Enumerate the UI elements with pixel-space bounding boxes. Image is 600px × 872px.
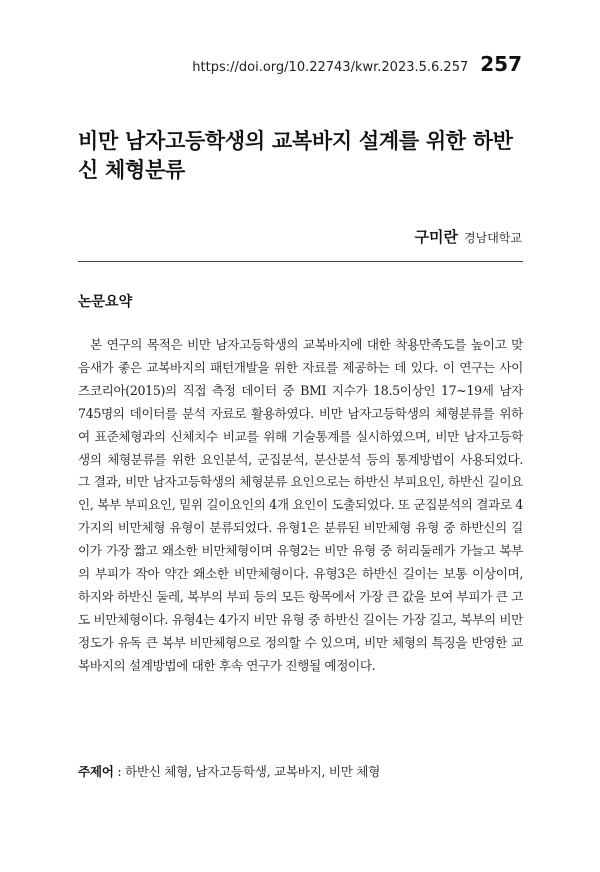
keywords-text: 하반신 체형, 남자고등학생, 교복바지, 비만 체형 <box>124 764 381 779</box>
keywords-label: 주제어 <box>78 764 114 779</box>
keywords-line <box>78 762 523 782</box>
author-block <box>415 226 522 247</box>
doi-link[interactable]: https://doi.org/10.22743/kwr.2023.5.6.257 <box>192 60 469 75</box>
running-header <box>192 52 522 76</box>
abstract-body: 본 연구의 목적은 비만 남자고등학생의 교복바지에 대한 착용만족도를 높이고 맞음새가 좋은 교복바지의 패턴개발을 위한 자료를 제공하는 데 있다. 이 연구는 사이즈코리아(2015)의 직접 측정 데이터 중 BMI 지수가 18.5이상인 17~19세 남자 745명의 데이터를 분석 자료로 활용하였다. 비만 남자고등학생의 체형분류를 위하여 표준체형과의 신체치수 비교를 위해 기술통계를 실시하였으며, 비만 남자고등학생의 체형분류를 위한 요인분석, 군집분석, 분산분석 등의 통계방법이 사용되었다. 그 결과, 비만 남자고등학생의 체형분류 요인으로는 하반신 부피요인, 하반신 길이요인, 복부 부피요인, 밑위 길이요인의 4개 요인이 도출되었다. 또 군집분석의 결과로 4가지의 비만체형 유형이 분류되었다. 유형1은 분류된 비만체형 유형 중 하반신의 길이가 가장 짧고 왜소한 비만체형이며 유형2는 비만 유형 중 허리둘레가 가늘고 복부의 부피가 작아 약간 왜소한 비만체형이다. 유형3은 하반신 길이는 보통 이상이며, 하지와 하반신 둘레, 복부의 부피 등의 모든 항목에서 가장 큰 값을 보여 부피가 큰 고도 비만체형이다. 유형4는 4가지 비만 유형 중 하반신 길이는 가장 길고, 복부의 비만 정도가 유독 큰 복부 비만체형으로 정의할 수 있으며, 비만 체형의 특징을 반영한 교복바지의 설계방법에 대한 후속 연구가 진행될 예정이다. <box>78 337 523 673</box>
abstract-heading: 논문요약 <box>78 294 133 310</box>
author-name: 구미란 <box>414 228 459 246</box>
author-affiliation: 경남대학교 <box>464 231 522 245</box>
page-number: 257 <box>480 52 522 76</box>
title-divider <box>78 261 523 262</box>
paper-title: 비만 남자고등학생의 교복바지 설계를 위한 하반신 체형분류 <box>78 129 513 182</box>
keywords-separator: : <box>113 764 125 779</box>
